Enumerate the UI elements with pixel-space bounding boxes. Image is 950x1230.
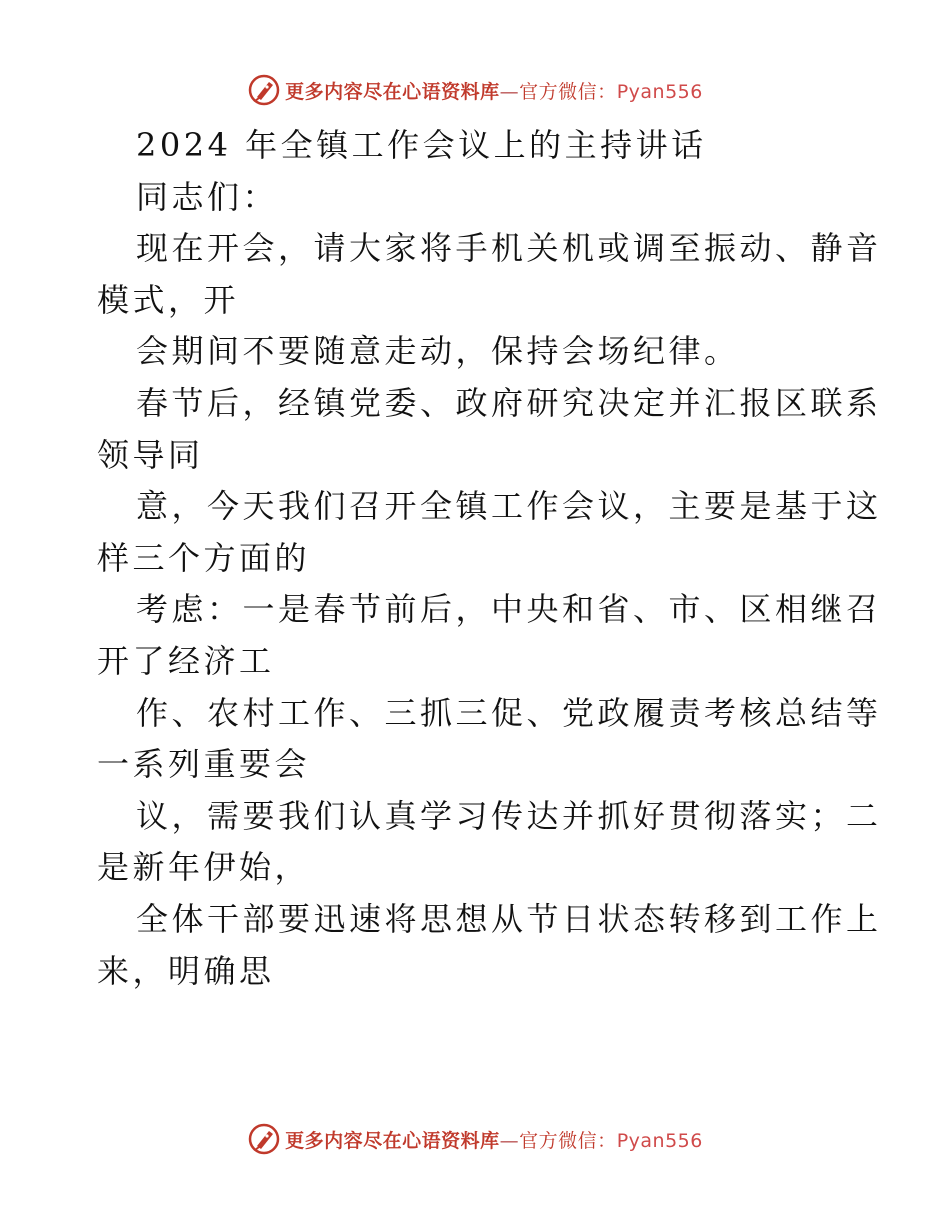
document-line: 现在开会，请大家将手机关机或调至振动、静音 — [136, 229, 882, 268]
watermark-banner-bottom — [0, 1119, 950, 1159]
document-line: 是新年伊始， — [97, 848, 311, 887]
document-line: 春节后，经镇党委、政府研究决定并汇报区联系 — [136, 383, 882, 422]
watermark-wechat-id: Pyan556 — [616, 1129, 703, 1152]
watermark-text — [285, 77, 703, 104]
pen-nib-seal-icon — [247, 1122, 281, 1156]
document-line: 样三个方面的 — [97, 538, 311, 577]
watermark-banner-top — [0, 70, 950, 110]
watermark-separator: — — [499, 80, 520, 103]
document-line: 同志们： — [136, 177, 279, 216]
document-line: 考虑：一是春节前后，中央和省、市、区相继召 — [136, 590, 882, 629]
document-line: 全体干部要迅速将思想从节日状态转移到工作上 — [136, 899, 882, 938]
document-line: 一系列重要会 — [97, 745, 311, 784]
document-line: 模式，开 — [97, 280, 240, 319]
document-line: 作、农村工作、三抓三促、党政履责考核总结等 — [136, 693, 882, 732]
watermark-brand: 更多内容尽在心语资料库 — [285, 1129, 500, 1152]
document-lines — [97, 172, 882, 998]
document-line: 议，需要我们认真学习传达并抓好贯彻落实；二 — [136, 796, 882, 835]
watermark-label: 官方微信： — [519, 80, 617, 103]
watermark-text — [285, 1126, 703, 1153]
document-line: 来，明确思 — [97, 951, 275, 990]
watermark-separator: — — [499, 1129, 520, 1152]
watermark-label: 官方微信： — [519, 1129, 617, 1152]
document-line: 意，今天我们召开全镇工作会议，主要是基于这 — [136, 487, 882, 526]
watermark-brand: 更多内容尽在心语资料库 — [285, 80, 500, 103]
watermark-wechat-id: Pyan556 — [616, 80, 703, 103]
pen-nib-seal-icon — [247, 73, 281, 107]
document-body — [97, 120, 882, 997]
document-line: 领导同 — [97, 435, 204, 474]
document-line: 开了经济工 — [97, 641, 275, 680]
document-line: 会期间不要随意走动，保持会场纪律。 — [136, 332, 740, 371]
document-title: 2024 年全镇工作会议上的主持讲话 — [136, 126, 707, 164]
